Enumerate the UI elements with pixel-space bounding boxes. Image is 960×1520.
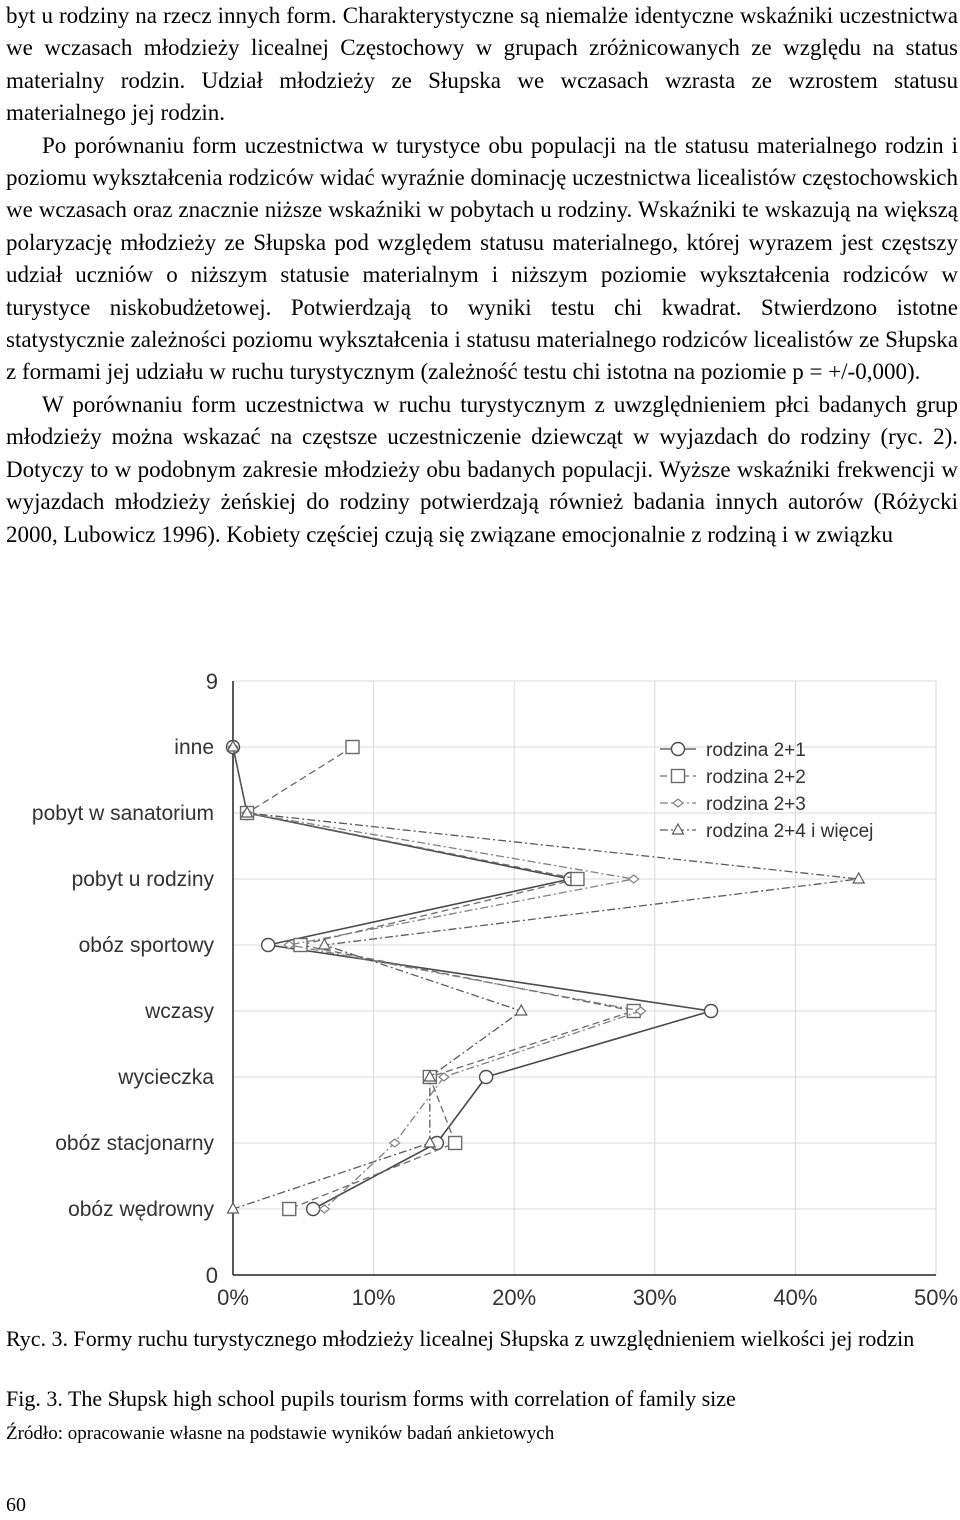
category-label: obóz sportowy: [78, 934, 214, 957]
body-text: [6, 0, 958, 551]
category-label: inne: [174, 736, 214, 759]
data-point-circle: [262, 939, 275, 952]
figure-caption-en: Fig. 3. The Słupsk high school pupils tourism forms with correlation of family size: [6, 1386, 736, 1411]
x-tick-label: 0%: [217, 1285, 249, 1310]
data-point-circle: [705, 1005, 718, 1018]
data-point-square: [294, 939, 307, 952]
data-point-square: [283, 1203, 296, 1216]
line-chart: [0, 665, 960, 1313]
x-tick-label: 40%: [773, 1285, 818, 1310]
legend-label: rodzina 2+4 i więcej: [706, 821, 874, 842]
legend-label: rodzina 2+1: [706, 740, 806, 761]
figure-chart: [0, 665, 960, 1313]
legend-label: rodzina 2+2: [706, 767, 806, 788]
paragraph-2: Po porównaniu form uczestnictwa w turystyce obu populacji na tle statusu materialnego rodzin i poziomu wykształcenia rodziców widać wyraźnie dominację uczestnictwa licealistów częstochowskich we wczasach oraz znacznie niższe wskaźniki w pobytach u rodziny. Wskaźniki te wskazują na większą polaryzację młodzieży ze Słupska pod względem statusu materialnego, której wyrazem jest częstszy udział uczniów o niższym statusie materialnym i niższym poziomie wykształcenia rodziców w turystyce niskobudżetowej. Potwierdzają to wyniki testu chi kwadrat. Stwierdzono istotne statystycznie zależności poziomu wykształcenia i statusu materialnego rodziców licealistów ze Słupska z formami jej udziału w ruchu turystycznym (zależność testu chi istotna na poziomie p = +/-0,000).: [6, 132, 958, 385]
figure-source: Źródło: opracowanie własne na podstawie wyników badań ankietowych: [6, 1423, 555, 1444]
category-label: obóz stacjonarny: [55, 1132, 214, 1155]
data-point-square: [571, 873, 584, 886]
category-label: wycieczka: [118, 1066, 214, 1089]
x-tick-label: 20%: [492, 1285, 537, 1310]
x-tick-label: 10%: [351, 1285, 396, 1310]
data-point-circle: [672, 743, 685, 756]
x-tick-label: 50%: [913, 1285, 959, 1310]
legend-label: rodzina 2+3: [706, 794, 806, 815]
category-label: obóz wędrowny: [68, 1198, 214, 1221]
data-point-square: [346, 741, 359, 754]
category-label: pobyt u rodziny: [71, 868, 214, 891]
paragraph-3: W porównaniu form uczestnictwa w ruchu turystycznym z uwzględnieniem płci badanych grup młodzieży można wskazać na częstsze uczestniczenie dziewcząt w wyjazdach do rodziny (ryc. 2). Dotyczy to w podobnym zakresie młodzieży obu badanych populacji. Wyższe wskaźniki frekwencji w wyjazdach młodzieży żeńskiej do rodziny potwierdzają również badania innych autorów (Różycki 2000, Lubowicz 1996). Kobiety częściej czują się związane emocjonalnie z rodziną i w związku: [6, 391, 958, 547]
category-label: pobyt w sanatorium: [31, 802, 214, 825]
data-point-square: [672, 770, 685, 783]
data-point-square: [449, 1137, 462, 1150]
figure-caption-pl: Ryc. 3. Formy ruchu turystycznego młodzieży licealnej Słupska z uwzględnieniem wielkości jej rodzin: [6, 1326, 915, 1351]
y-tick-label-bottom: 0: [205, 1263, 218, 1288]
y-tick-label-top: 9: [205, 669, 218, 694]
category-label: wczasy: [145, 1000, 214, 1023]
x-tick-label: 30%: [632, 1285, 677, 1310]
page-number: 60: [6, 1494, 26, 1516]
paragraph-1: byt u rodziny na rzecz innych form. Charakterystyczne są niemalże identyczne wskaźniki uczestnictwa we wczasach młodzieży licealnej Częstochowy w grupach zróżnicowanych ze względu na status materialny rodzin. Udział młodzieży ze Słupska we wczasach wzrasta ze wzrostem statusu materialnego jej rodzin.: [6, 3, 958, 126]
data-point-circle: [480, 1071, 493, 1084]
data-point-circle: [307, 1203, 320, 1216]
